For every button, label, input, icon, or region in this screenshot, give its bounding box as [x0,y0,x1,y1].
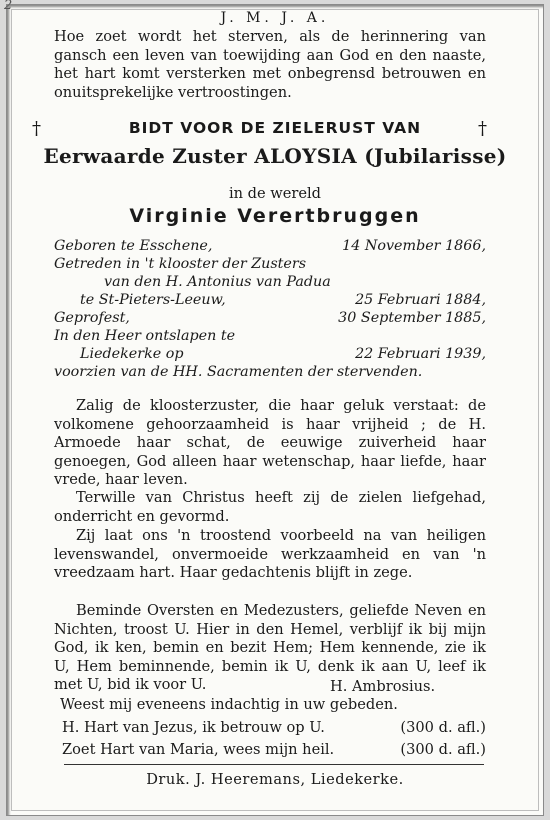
signature: H. Ambrosius. [330,678,436,695]
bio-date: 30 September 1885, [338,310,486,326]
divider [64,764,484,765]
page-mark: 2 [4,0,13,13]
bio-date: 22 Februari 1939, [355,346,486,362]
bio-label: te St-Pieters-Leeuw, [80,292,226,308]
bio-label: van den H. Antonius van Padua [104,274,331,290]
bio-label: Liedekerke op [80,346,184,362]
paragraph: Beminde Oversten en Medezusters, geliefde Neven en Nichten, troost U. Hier in den Hemel, verblijf ik bij mijn God, ik ken, bemin en bezit Hem; Hem kennende, zie ik U, Hem beminnende, bemin ik U, denk ik aan U, leef ik met U, bid ik voor U. [54,602,486,693]
cross-right-icon: † [478,118,487,139]
bio-label: Getreden in 't klooster der Zusters [54,256,307,272]
paragraph: Terwille van Christus heeft zij de zielen liefgehad, onderricht en gevormd. [54,489,486,525]
bio-label: Geprofest, [54,310,130,326]
prayer-text: Zoet Hart van Maria, wees mijn heil. [62,741,335,758]
bio-date: 25 Februari 1884, [355,292,486,308]
prayer-request: Weest mij eveneens indachtig in uw gebeden. [60,696,398,713]
header-initials: J. M. J. A. [220,10,330,26]
bio-date: 14 November 1866, [342,238,486,254]
cross-left-icon: † [32,118,41,139]
paragraph: Zalig de kloosterzuster, die haar geluk verstaat: de volkomene gehoorzaamheid is haar vrijheid ; de H. Armoede haar schat, de eeuwige zuiverheid haar genoegen, God alleen haar wetenschap, haar liefde, haar vrede, haar leven. [54,397,486,488]
printer-line: Druk. J. Heeremans, Liedekerke. [146,771,404,788]
bio-label: In den Heer ontslapen te [54,328,236,344]
world-line: in de wereld [228,185,322,202]
paragraph: Zij laat ons 'n troostend voorbeeld na van heiligen levenswandel, onvermoeide werkzaamheid en van 'n vreedzaam hart. Haar gedachtenis blijft in zege. [54,527,486,581]
bio-label: voorzien van de HH. Sacramenten der stervenden. [54,364,423,380]
birth-name: Virginie Verertbruggen [129,205,421,227]
bio-label: Geboren te Esschene, [54,238,213,254]
indulgence: (300 d. afl.) [400,741,486,758]
name-line: Eerwaarde Zuster ALOYSIA (Jubilarisse) [43,144,507,168]
indulgence: (300 d. afl.) [400,719,486,736]
intro-text: Hoe zoet wordt het sterven, als de herinnering van gansch een leven van toewijding aan God en den naaste, het hart komt versterken met onbegrensd betrouwen en onuitsprekelijke vertroostingen. [54,28,486,101]
pray-heading: BIDT VOOR DE ZIELERUST VAN [128,119,422,137]
prayer-text: H. Hart van Jezus, ik betrouw op U. [62,719,325,736]
